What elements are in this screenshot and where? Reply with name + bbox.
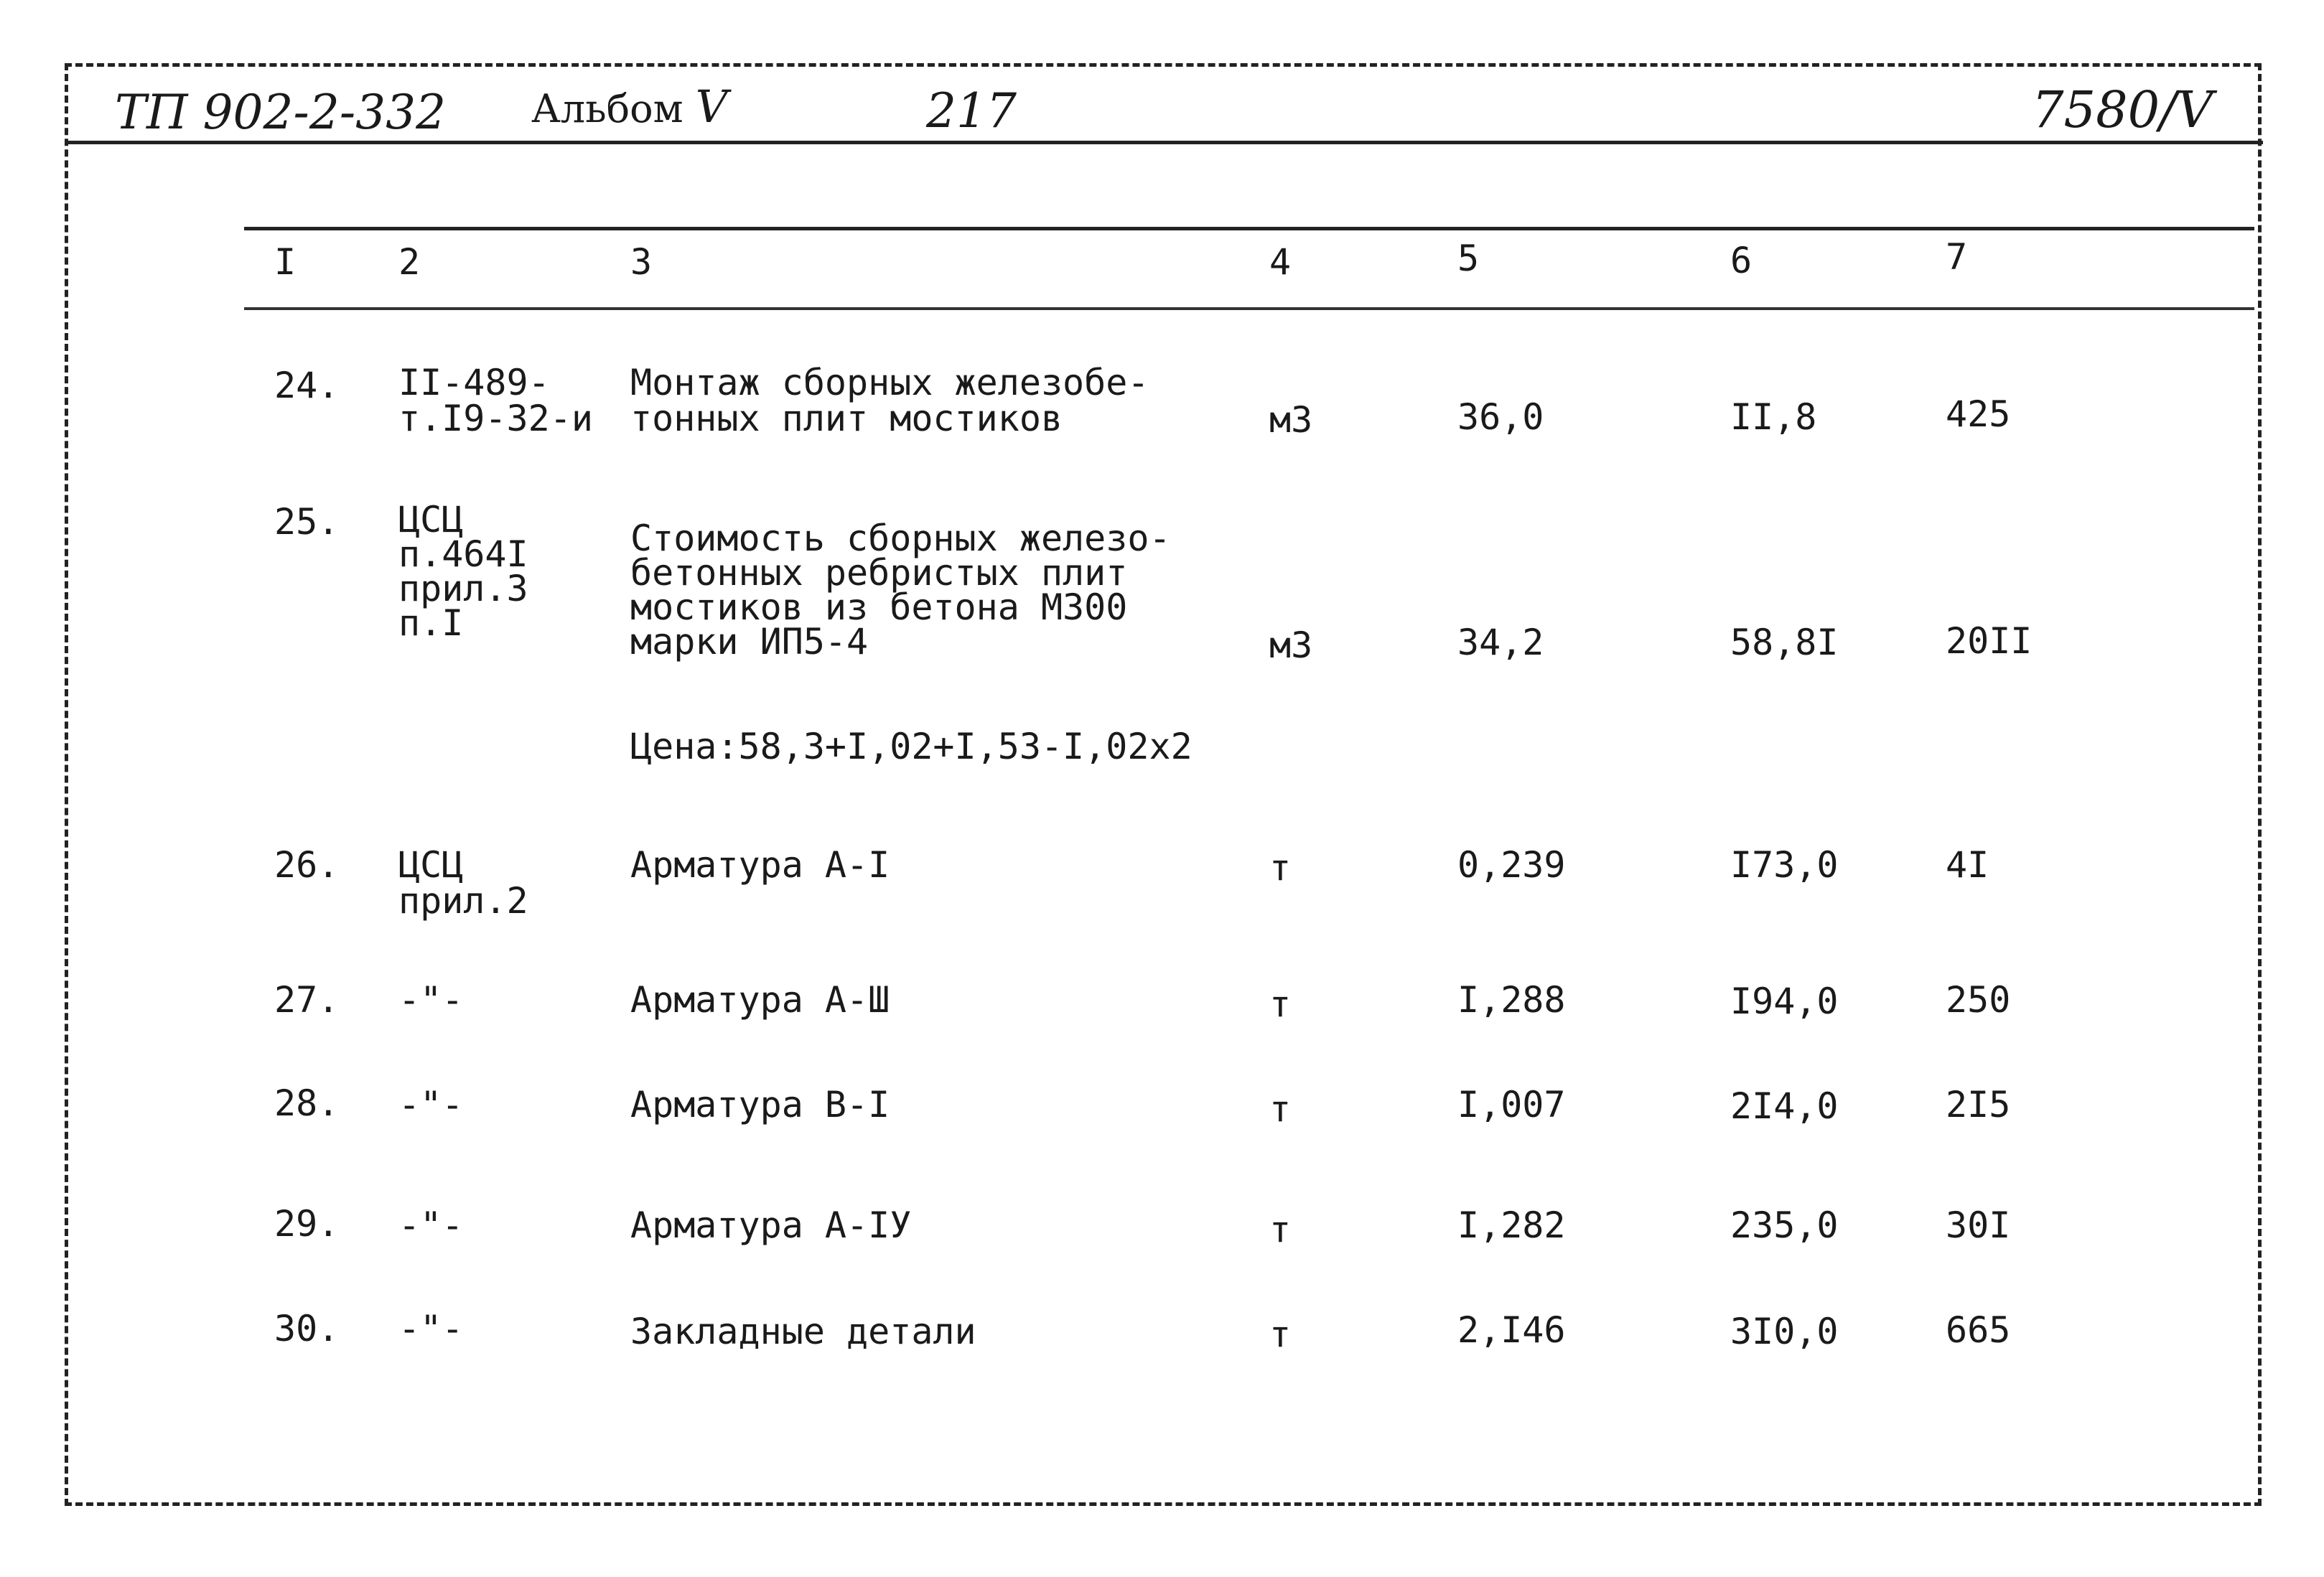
- row-26-total: 4I: [1946, 844, 1989, 886]
- column-header-7: 7: [1946, 236, 1968, 278]
- album-label: [531, 80, 728, 133]
- row-26-number: 26.: [274, 844, 340, 886]
- row-30-number: 30.: [274, 1308, 340, 1349]
- row-27-reference: -"-: [398, 979, 464, 1021]
- album-number: V: [695, 80, 728, 133]
- project-code: ТП 902-2-332: [115, 85, 447, 140]
- row-29-unit: т: [1269, 1209, 1292, 1250]
- row-29-quantity: I,282: [1457, 1204, 1566, 1246]
- row-24-total: 425: [1946, 393, 2011, 435]
- row-27-unit: т: [1269, 983, 1292, 1025]
- row-25-unit: м3: [1269, 624, 1313, 666]
- row-28-number: 28.: [274, 1082, 340, 1124]
- document-number: 7580/V: [2032, 80, 2213, 139]
- row-26-reference: ЦСЦ прил.2: [398, 844, 528, 922]
- row-29-unit-price: 235,0: [1730, 1204, 1839, 1246]
- row-29-reference: -"-: [398, 1204, 464, 1246]
- row-26-quantity: 0,239: [1457, 844, 1566, 886]
- row-25-price-note: Цена:58,3+I,02+I,53-I,02х2: [630, 726, 1193, 767]
- row-24-unit-price: II,8: [1730, 396, 1817, 438]
- row-26-description: Арматура А-I: [630, 844, 890, 886]
- row-28-total: 2I5: [1946, 1084, 2011, 1126]
- row-24-reference: II-489- т.I9-32-и: [398, 362, 593, 439]
- row-30-reference: -"-: [398, 1308, 464, 1349]
- header-divider: [65, 141, 2263, 144]
- row-25-number: 25.: [274, 501, 340, 543]
- column-header-2: 2: [398, 241, 421, 283]
- row-25-total: 20II: [1946, 620, 2033, 662]
- row-24-unit: м3: [1269, 399, 1313, 441]
- row-25-quantity: 34,2: [1457, 622, 1544, 663]
- column-header-6: 6: [1730, 240, 1753, 281]
- row-27-description: Арматура А-Ш: [630, 979, 890, 1021]
- row-24-number: 24.: [274, 365, 340, 406]
- row-30-quantity: 2,I46: [1457, 1309, 1566, 1351]
- row-25-description: Стоимость сборных железо- бетонных ребристых плит мостиков из бетона М300 марки ИП5-4: [630, 518, 1171, 663]
- row-24-quantity: 36,0: [1457, 396, 1544, 438]
- row-27-quantity: I,288: [1457, 979, 1566, 1021]
- row-28-reference: -"-: [398, 1084, 464, 1126]
- row-28-description: Арматура В-I: [630, 1084, 890, 1126]
- row-26-unit: т: [1269, 847, 1292, 889]
- row-28-unit-price: 2I4,0: [1730, 1085, 1839, 1127]
- column-header-5: 5: [1457, 238, 1480, 279]
- table-top-rule: [244, 227, 2254, 230]
- column-header-1: I: [274, 241, 297, 283]
- row-29-total: 30I: [1946, 1204, 2011, 1246]
- row-27-number: 27.: [274, 979, 340, 1021]
- row-27-unit-price: I94,0: [1730, 981, 1839, 1022]
- row-30-unit-price: 3I0,0: [1730, 1311, 1839, 1352]
- album-label-text: Альбом: [531, 86, 683, 131]
- table-header-rule: [244, 307, 2254, 310]
- row-26-unit-price: I73,0: [1730, 844, 1839, 886]
- row-29-number: 29.: [274, 1203, 340, 1245]
- column-header-3: 3: [630, 241, 653, 283]
- row-28-unit: т: [1269, 1088, 1292, 1130]
- row-25-reference: ЦСЦ п.464I прил.3 п.I: [398, 499, 528, 644]
- page-number: 217: [926, 83, 1017, 139]
- row-30-unit: т: [1269, 1314, 1292, 1355]
- row-30-total: 665: [1946, 1309, 2011, 1351]
- row-25-unit-price: 58,8I: [1730, 622, 1839, 663]
- row-28-quantity: I,007: [1457, 1084, 1566, 1126]
- row-24-description: Монтаж сборных железобе- тонных плит мостиков: [630, 362, 1149, 439]
- column-header-4: 4: [1269, 241, 1292, 283]
- row-27-total: 250: [1946, 979, 2011, 1021]
- page-frame: [65, 63, 2262, 1506]
- row-29-description: Арматура А-IУ: [630, 1204, 912, 1246]
- row-30-description: Закладные детали: [630, 1311, 976, 1352]
